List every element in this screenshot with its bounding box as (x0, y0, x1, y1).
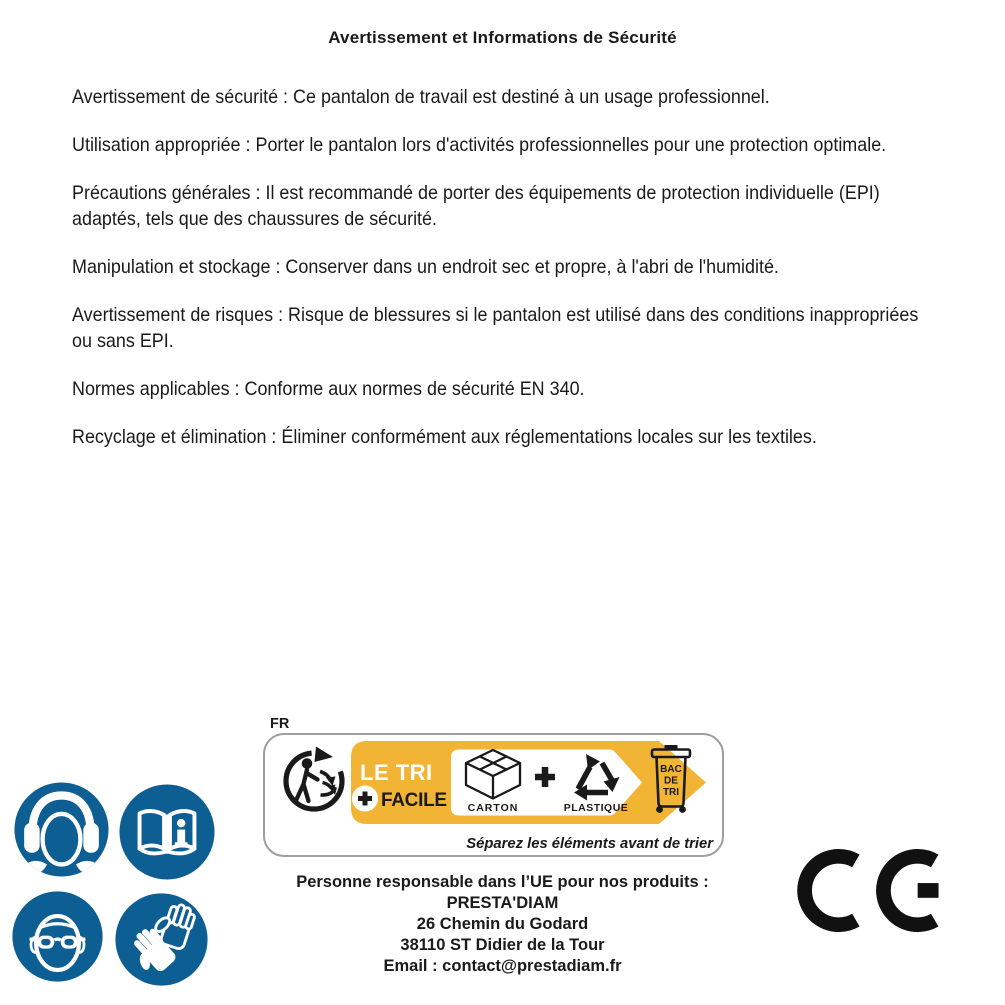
page-title: Avertissement et Informations de Sécurité (328, 28, 677, 47)
paragraph-safety-warning: Avertissement de sécurité : Ce pantalon de travail est destiné à un usage professionnel. (72, 86, 770, 108)
material-label-carton: CARTON (467, 802, 519, 814)
responsible-line-intro: Personne responsable dans l’UE pour nos produits : (296, 873, 709, 891)
country-label: FR (270, 716, 290, 732)
paragraph-general-precautions: Précautions générales : Il est recommandé de porter des équipements de protection individuelle (EPI) adaptés, tels que des chaussures de sécurité. (72, 182, 880, 230)
paragraph-standards: Normes applicables : Conforme aux normes de sécurité EN 340. (72, 378, 585, 400)
material-label-plastique: PLASTIQUE (563, 802, 629, 814)
headline-le-tri: LE TRI (360, 760, 433, 785)
ce-marking-icon (797, 843, 949, 938)
wear-ear-protection-icon (13, 781, 110, 878)
responsible-company: PRESTA'DIAM (446, 894, 559, 912)
paragraph-appropriate-use: Utilisation appropriée : Porter le pantalon lors d'activités professionnelles pour une protection optimale. (72, 134, 887, 156)
bin-label-tri: TRI (662, 787, 680, 798)
bin-label-de: DE (664, 775, 678, 787)
banner-note: Séparez les éléments avant de trier (466, 836, 713, 852)
paragraph-risk-warning: Avertissement de risques : Risque de blessures si le pantalon est utilisé dans des conditions inappropriées ou sans EPI. (72, 304, 919, 352)
responsible-street: 26 Chemin du Godard (416, 915, 589, 933)
headline-facile: FACILE (381, 790, 447, 811)
recycling-sorting-banner (261, 710, 731, 862)
paragraph-handling-storage: Manipulation et stockage : Conserver dans un endroit sec et propre, à l'abri de l'humidité. (72, 256, 779, 278)
responsible-city: 38110 ST Didier de la Tour (400, 936, 605, 954)
paragraph-recycling: Recyclage et élimination : Éliminer conformément aux réglementations locales sur les textiles. (72, 426, 817, 448)
read-instruction-manual-icon (118, 783, 216, 881)
responsible-email: Email : contact@prestadiam.fr (383, 957, 622, 975)
safety-paragraphs (72, 84, 929, 472)
bin-label-bac: BAC (660, 764, 682, 775)
